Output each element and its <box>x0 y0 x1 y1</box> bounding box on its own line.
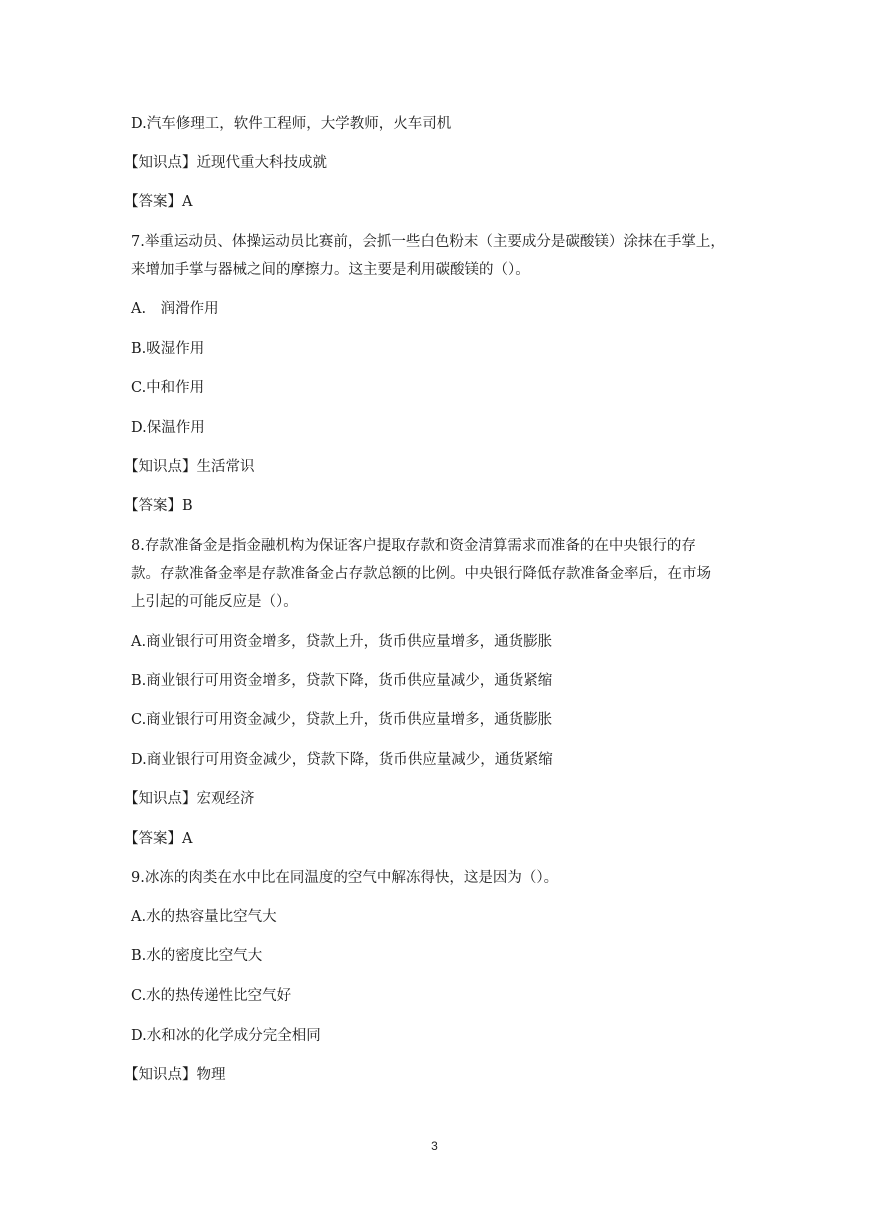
q9-option-c: C.水的热传递性比空气好 <box>131 988 292 1004</box>
q9-option-d: D.水和冰的化学成分完全相同 <box>131 1028 321 1044</box>
q8-option-d: D.商业银行可用资金减少，贷款下降，货币供应量减少，通货紧缩 <box>131 752 553 768</box>
q9-knowledge-point: 【知识点】物理 <box>124 1067 226 1083</box>
q7-stem-line-1: 7.举重运动员、体操运动员比赛前，会抓一些白色粉末（主要成分是碳酸镁）涂抹在手掌上， <box>131 234 725 250</box>
q8-option-b: B.商业银行可用资金增多，贷款下降，货币供应量减少，通货紧缩 <box>131 673 553 689</box>
q7-option-a: A. 润滑作用 <box>131 301 219 317</box>
q7-answer: 【答案】B <box>124 498 193 514</box>
q6-option-d: D.汽车修理工，软件工程师，大学教师，火车司机 <box>131 116 452 132</box>
q7-option-c: C.中和作用 <box>131 380 205 396</box>
q8-stem-line-2: 款。存款准备金率是存款准备金占存款总额的比例。中央银行降低存款准备金率后，在市场 <box>131 566 711 582</box>
q7-stem-line-2: 来增加手掌与器械之间的摩擦力。这主要是利用碳酸镁的（）。 <box>131 262 530 278</box>
q6-answer: 【答案】A <box>124 194 193 210</box>
q8-option-a: A.商业银行可用资金增多，贷款上升，货币供应量增多，通货膨胀 <box>131 634 553 650</box>
q8-stem-line-1: 8.存款准备金是指金融机构为保证客户提取存款和资金清算需求而准备的在中央银行的存 <box>131 538 696 554</box>
page-number: 3 <box>431 1139 438 1153</box>
q9-option-b: B.水的密度比空气大 <box>131 948 263 964</box>
q9-stem: 9.冰冻的肉类在水中比在同温度的空气中解冻得快，这是因为（）。 <box>131 870 559 886</box>
q6-knowledge-point: 【知识点】近现代重大科技成就 <box>124 155 327 171</box>
q7-option-b: B.吸湿作用 <box>131 341 205 357</box>
q8-answer: 【答案】A <box>124 831 193 847</box>
q8-knowledge-point: 【知识点】宏观经济 <box>124 791 255 807</box>
q7-option-d: D.保温作用 <box>131 420 205 436</box>
q7-knowledge-point: 【知识点】生活常识 <box>124 459 255 475</box>
q8-stem-line-3: 上引起的可能反应是（）。 <box>131 594 298 610</box>
q8-option-c: C.商业银行可用资金减少，贷款上升，货币供应量增多，通货膨胀 <box>131 712 553 728</box>
q9-option-a: A.水的热容量比空气大 <box>131 909 277 925</box>
